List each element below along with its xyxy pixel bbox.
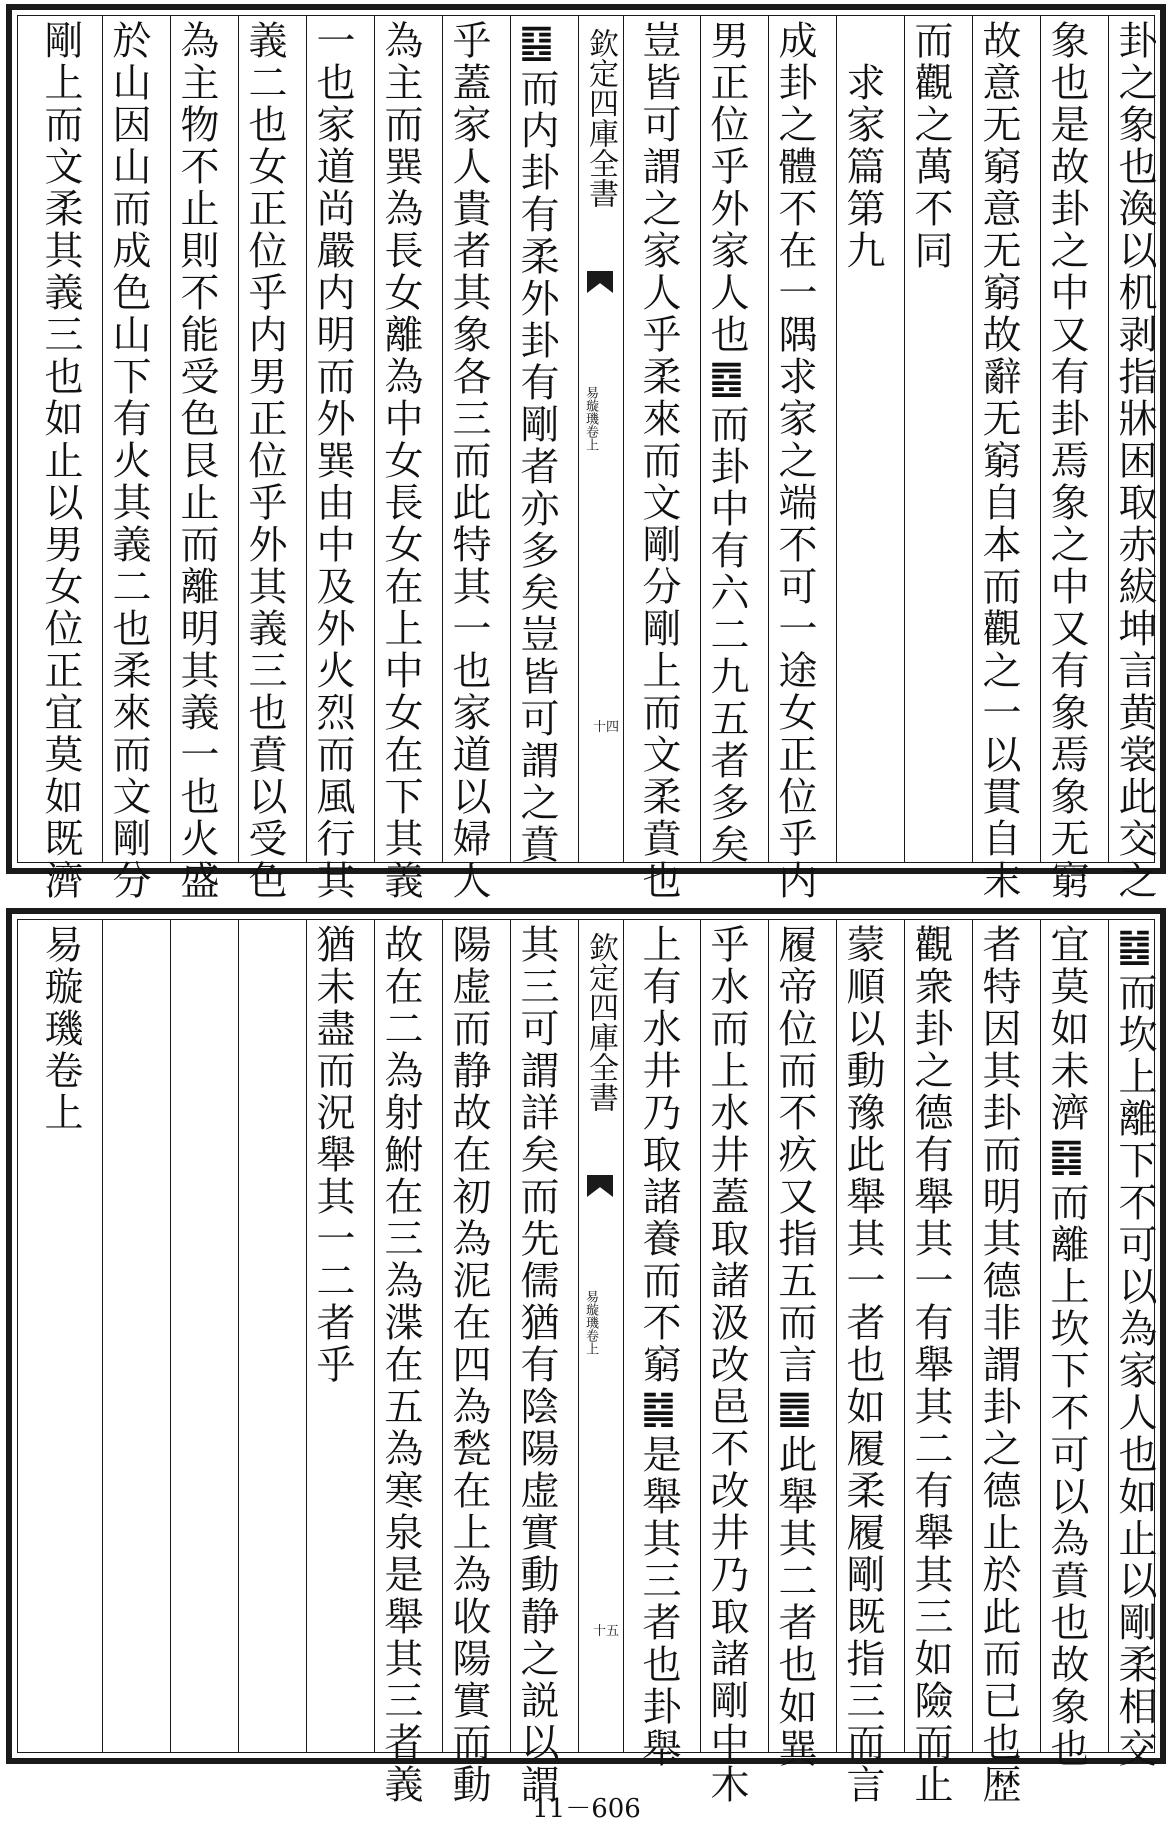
column-rule [972, 920, 973, 1752]
text-column: 豈皆可謂之家人乎柔來而文剛分剛上而文柔賁也 [636, 20, 681, 902]
column-rule [768, 920, 769, 1752]
text-column: 其三可謂詳矣而先儒猶有陰陽虚實動静之説以謂 [514, 924, 559, 1806]
fish-tail-mark-icon [587, 1175, 613, 1197]
column-rule [836, 920, 837, 1752]
column-rule [1108, 16, 1109, 862]
column-rule [374, 920, 375, 1752]
book-title: 欽定四庫全書 [583, 28, 618, 208]
text-column: 故在二為射鮒在三為渫在五為寒泉是舉其三者義 [378, 924, 423, 1806]
column-rule [374, 16, 375, 862]
column-rule [238, 16, 239, 862]
text-column: 上有水井乃取諸養而不窮䷯是舉其三者也卦舉 [636, 924, 681, 1770]
volume-label: 易璇璣卷上 [583, 1290, 598, 1355]
text-column: 乎蓋家人貴者其象各三而此特其一也家道以婦人 [446, 20, 491, 902]
column-rule [442, 920, 443, 1752]
column-rule [1040, 920, 1041, 1752]
bottom-page-panel [6, 908, 1166, 1806]
chapter-heading: 求家篇第九 [840, 20, 885, 272]
text-column: 男正位乎外家人也䷤而卦中有六二九五者多矣 [704, 20, 749, 866]
text-column: 觀衆卦之德有舉其一有舉其二有舉其三如險而止 [908, 924, 953, 1806]
text-column: 履帝位而不疚又指五而言䷉此舉其二者也如巽 [772, 924, 817, 1770]
column-rule [102, 16, 103, 862]
text-column: ䷕而内卦有柔外卦有剛者亦多矣豈皆可謂之賁 [514, 20, 559, 866]
column-rule [170, 920, 171, 1752]
text-column: 卦之象也渙以机剥指牀困取赤紱坤言黄裳此交之 [1112, 20, 1157, 902]
text-column: 於山因山而成色山下有火其義二也柔來而文剛分 [106, 20, 151, 902]
column-rule [768, 16, 769, 862]
page-gutter [578, 16, 624, 862]
volume-end-title: 易璇璣卷上 [38, 924, 83, 1134]
text-column: 為主而巽為長女離為中女長女在上中女在下其義 [378, 20, 423, 902]
text-column: 而觀之萬不同 [908, 20, 953, 272]
page-number-footer: 11－606 [532, 1794, 641, 1824]
column-rule [1108, 920, 1109, 1752]
column-rule [306, 16, 307, 862]
text-column: 故意无窮意无窮故辭无窮自本而觀之一以貫自末 [976, 20, 1021, 902]
text-column: 宜莫如未濟䷿而離上坎下不可以為賁也故象也 [1044, 924, 1089, 1770]
fish-tail-mark-icon [587, 271, 613, 293]
column-rule [904, 920, 905, 1752]
text-column: 義二也女正位乎内男正位乎外其義三也賁以受色 [242, 20, 287, 902]
book-title: 欽定四庫全書 [583, 932, 618, 1112]
column-rule [306, 920, 307, 1752]
text-column: 陽虚而静故在初為泥在四為甃在上為收陽實而動 [446, 924, 491, 1806]
page-gutter [578, 920, 624, 1752]
text-column: 一也家道尚嚴内明而外巽由中及外火烈而風行其 [310, 20, 355, 902]
column-rule [1040, 16, 1041, 862]
text-column: 猶未盡而況舉其一二者乎 [310, 924, 355, 1386]
column-rule [700, 16, 701, 862]
column-rule [102, 920, 103, 1752]
text-column: 蒙順以動豫此舉其一者也如履柔履剛既指三而言 [840, 924, 885, 1806]
text-column: 乎水而上水井蓋取諸汲改邑不改井乃取諸剛中木 [704, 924, 749, 1806]
column-rule [510, 920, 511, 1752]
column-rule [972, 16, 973, 862]
column-rule [170, 16, 171, 862]
volume-label: 易璇璣卷上 [583, 386, 598, 451]
text-column: 為主物不止則不能受色艮止而離明其義一也火盛 [174, 20, 219, 902]
text-column: 者特因其卦而明其德非謂卦之德止於此而已也歴 [976, 924, 1021, 1806]
column-rule [510, 16, 511, 862]
top-page-panel [6, 4, 1166, 902]
gutter-page-number: 十四 [593, 720, 620, 735]
gutter-page-number: 十五 [593, 1624, 620, 1639]
text-column: 成卦之體不在一隅求家之端不可一途女正位乎内 [772, 20, 817, 902]
text-column: ䷾而坎上離下不可以為家人也如止以剛柔相交 [1112, 924, 1157, 1770]
text-column: 剛上而文柔其義三也如止以男女位正宜莫如既濟 [38, 20, 83, 902]
column-rule [700, 920, 701, 1752]
column-rule [238, 920, 239, 1752]
text-column: 象也是故卦之中又有卦焉象之中又有象焉象无窮 [1044, 20, 1089, 902]
column-rule [836, 16, 837, 862]
column-rule [442, 16, 443, 862]
column-rule [904, 16, 905, 862]
